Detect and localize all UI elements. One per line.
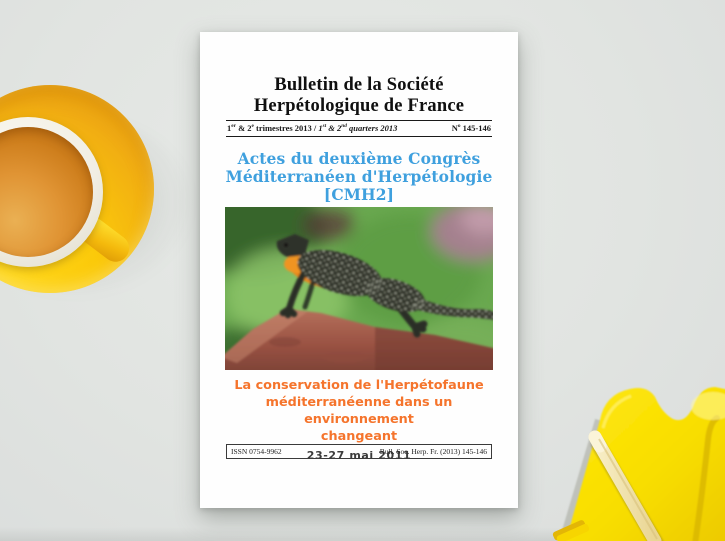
lizard-photo-illustration — [225, 207, 493, 370]
issue-dates: 1er & 2e trimestres 2013 / 1st & 2nd quarters 2013 — [227, 123, 398, 134]
masthead — [200, 75, 518, 117]
congress-dates: 23-27 mai 2011 — [306, 448, 412, 462]
footer-identification-box — [226, 444, 492, 459]
journal-title-line2: Herpétologique de France — [253, 95, 465, 116]
congress-theme-line3: changeant — [320, 428, 398, 444]
congress-heading — [209, 150, 509, 204]
issn-number: ISSN 0754-9962 — [231, 447, 282, 456]
bulletin-cover-page — [200, 32, 518, 508]
tray-and-pen-props — [545, 378, 725, 541]
congress-theme — [209, 377, 509, 445]
congress-heading-line2: Méditerranéen d'Herpétologie — [225, 166, 493, 186]
congress-heading-line3: [CMH2] — [323, 184, 395, 204]
cover-photo-lizard-on-rock — [225, 207, 493, 370]
congress-theme-line1: La conservation de l'Herpétofaune — [234, 377, 484, 393]
yellow-tray-illustration — [545, 378, 725, 541]
issue-info-row — [226, 120, 492, 137]
congress-theme-line2: méditerranéenne dans un environnement — [265, 394, 453, 427]
journal-title-line1: Bulletin de la Société — [274, 75, 444, 95]
citation-reference: Bull. Soc. Herp. Fr. (2013) 145-146 — [379, 447, 487, 456]
issue-number: $N^o$ 145-146 — [451, 123, 491, 134]
congress-heading-line1: Actes du deuxième Congrès — [237, 148, 481, 168]
